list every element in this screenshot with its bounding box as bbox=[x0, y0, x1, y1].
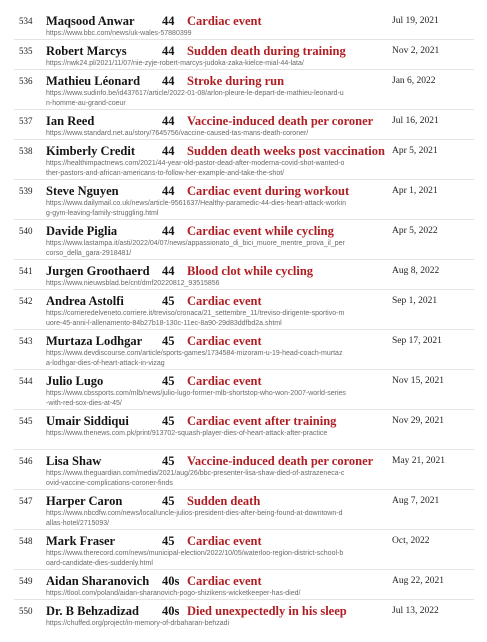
entry-age: 45 bbox=[162, 294, 175, 308]
divider bbox=[14, 39, 474, 40]
divider bbox=[14, 369, 474, 370]
entry-age: 45 bbox=[162, 454, 175, 468]
divider bbox=[14, 329, 474, 330]
entry-age: 44 bbox=[162, 114, 175, 128]
entry-url[interactable]: https://www.standard.net.au/story/7645756/vaccine-caused-tas-mans-death-coroner/ bbox=[46, 130, 309, 137]
entry-date: Jul 16, 2021 bbox=[392, 116, 439, 126]
entry-number: 536 bbox=[19, 76, 33, 86]
entry-url[interactable]: https://www.bbc.com/news/uk-wales-57880399 bbox=[46, 30, 192, 37]
entry-date: Apr 5, 2022 bbox=[392, 226, 438, 236]
divider bbox=[14, 259, 474, 260]
entry-number: 546 bbox=[19, 456, 33, 466]
entry-cause: Cardiac event while cycling bbox=[187, 224, 334, 238]
entry-date: Jul 13, 2022 bbox=[392, 606, 439, 616]
entry-name: Julio Lugo bbox=[46, 374, 104, 388]
entry-number: 540 bbox=[19, 226, 33, 236]
entry-cause: Cardiac event bbox=[187, 14, 262, 28]
entry-number: 539 bbox=[19, 186, 33, 196]
entry-cause: Cardiac event bbox=[187, 574, 262, 588]
entry-age: 44 bbox=[162, 74, 175, 88]
entry-number: 538 bbox=[19, 146, 33, 156]
entry-age: 40s bbox=[162, 604, 180, 618]
entry-number: 549 bbox=[19, 576, 33, 586]
entry-age: 44 bbox=[162, 264, 175, 278]
entry-url[interactable]: https://www.lastampa.it/asti/2022/04/07/news/appassionato_di_bici_muore_mentre_prova_il_percorso_della_gara-2918481/ bbox=[46, 240, 345, 257]
entry-name: Mark Fraser bbox=[46, 534, 116, 548]
entry-cause: Blood clot while cycling bbox=[187, 264, 314, 278]
entry-date: Aug 22, 2021 bbox=[392, 576, 444, 586]
entry-date: Nov 15, 2021 bbox=[392, 376, 444, 386]
entry-url[interactable]: https://www.therecord.com/news/municipal-election/2022/10/05/waterloo-region-district-school-board-candidate-dies-suddenly.html bbox=[46, 550, 344, 567]
entry-date: Nov 29, 2021 bbox=[392, 416, 444, 426]
entry-number: 544 bbox=[19, 376, 33, 386]
entry-age: 44 bbox=[162, 224, 175, 238]
entry-name: Dr. B Behzadizad bbox=[46, 604, 139, 618]
entry-date: Sep 17, 2021 bbox=[392, 336, 442, 346]
entry-age: 44 bbox=[162, 184, 175, 198]
entry-name: Aidan Sharanovich bbox=[46, 574, 150, 588]
entry-number: 547 bbox=[19, 496, 33, 506]
entry-cause: Cardiac event after training bbox=[187, 414, 337, 428]
divider bbox=[14, 109, 474, 110]
entry-age: 45 bbox=[162, 534, 175, 548]
divider bbox=[14, 489, 474, 490]
entry-cause: Cardiac event during workout bbox=[187, 184, 350, 198]
entry-age: 44 bbox=[162, 14, 175, 28]
entry-date: Apr 5, 2021 bbox=[392, 146, 438, 156]
entry-cause: Cardiac event bbox=[187, 294, 262, 308]
entry-name: Murtaza Lodhgar bbox=[46, 334, 143, 348]
entry-url[interactable]: https://healthimpactnews.com/2021/44-year-old-pastor-dead-after-moderna-covid-shot-wanted-other-pastors-and-african-americans-to-follow-her-example-and-take-the-shot/ bbox=[46, 160, 345, 177]
divider bbox=[14, 139, 474, 140]
entry-date: Apr 1, 2021 bbox=[392, 186, 438, 196]
entry-name: Davide Piglia bbox=[46, 224, 118, 238]
entry-number: 542 bbox=[19, 296, 33, 306]
entry-date: Nov 2, 2021 bbox=[392, 46, 440, 56]
divider bbox=[14, 219, 474, 220]
entry-number: 534 bbox=[19, 16, 33, 26]
divider bbox=[14, 599, 474, 600]
entry-url[interactable]: https://www.nieuwsblad.be/cnt/dmf20220812_93515856 bbox=[46, 280, 220, 287]
entry-age: 45 bbox=[162, 374, 175, 388]
entry-name: Ian Reed bbox=[46, 114, 95, 128]
entry-number: 543 bbox=[19, 336, 33, 346]
entry-name: Lisa Shaw bbox=[46, 454, 102, 468]
entry-url[interactable]: https://www.thenews.com.pk/print/913702-squash-player-dies-of-heart-attack-after-practice bbox=[46, 430, 328, 437]
entry-name: Robert Marcys bbox=[46, 44, 127, 58]
entry-number: 541 bbox=[19, 266, 33, 276]
entry-url[interactable]: https://tlool.com/poland/aidan-sharanovich-pogo-shizikens-wicketkeeper-has-died/ bbox=[46, 590, 301, 597]
divider bbox=[14, 289, 474, 290]
entry-date: Jul 19, 2021 bbox=[392, 16, 439, 26]
entry-url[interactable]: https://www.theguardian.com/media/2021/aug/26/bbc-presenter-lisa-shaw-died-of-astrazeneca-covid-vaccine-complications-coroner-finds bbox=[46, 470, 345, 487]
entry-name: Andrea Astolfi bbox=[46, 294, 124, 308]
divider bbox=[14, 69, 474, 70]
entry-name: Kimberly Credit bbox=[46, 144, 135, 158]
entry-age: 45 bbox=[162, 494, 175, 508]
divider bbox=[14, 409, 474, 410]
entry-number: 548 bbox=[19, 536, 33, 546]
entry-cause: Cardiac event bbox=[187, 534, 262, 548]
entry-age: 44 bbox=[162, 144, 175, 158]
divider bbox=[14, 529, 474, 530]
entry-cause: Sudden death weeks post vaccination bbox=[187, 144, 385, 158]
entry-cause: Died unexpectedly in his sleep bbox=[187, 604, 347, 618]
entry-cause: Stroke during run bbox=[187, 74, 285, 88]
entry-cause: Vaccine-induced death per coroner bbox=[187, 114, 374, 128]
entry-url[interactable]: https://www.cbssports.com/mlb/news/julio-lugo-former-mlb-shortstop-who-won-2007-world-series-with-red-sox-dies-at-45/ bbox=[46, 390, 346, 407]
entry-date: Sep 1, 2021 bbox=[392, 296, 438, 306]
entry-age: 45 bbox=[162, 414, 175, 428]
entry-name: Umair Siddiqui bbox=[46, 414, 129, 428]
entry-name: Harper Caron bbox=[46, 494, 123, 508]
entry-url[interactable]: https://www.devdiscourse.com/article/sports-games/1734584-mizoram-u-19-head-coach-murtaza-lodhgar-dies-of-heart-attack-in-vizag bbox=[46, 350, 343, 367]
divider bbox=[14, 179, 474, 180]
entry-url[interactable]: https://chuffed.org/project/in-memory-of-drbaharan-behzadi bbox=[46, 620, 230, 627]
entry-cause: Cardiac event bbox=[187, 334, 262, 348]
entry-age: 40s bbox=[162, 574, 180, 588]
entry-number: 550 bbox=[19, 606, 33, 616]
entry-date: Oct, 2022 bbox=[392, 536, 430, 546]
entry-url[interactable]: https://nwk24.pl/2021/11/07/nie-zyje-robert-marcys-judoka-zaka-kielce-mial-44-lata/ bbox=[46, 60, 304, 67]
entry-cause: Cardiac event bbox=[187, 374, 262, 388]
divider bbox=[14, 449, 474, 450]
entry-name: Steve Nguyen bbox=[46, 184, 119, 198]
entry-url[interactable]: https://www.nbcdfw.com/news/local/uncle-julios-president-dies-after-being-found-at-downtown-dallas-hotel/2715093/ bbox=[46, 510, 343, 527]
divider bbox=[14, 569, 474, 570]
entry-cause: Vaccine-induced death per coroner bbox=[187, 454, 374, 468]
entry-date: Jan 6, 2022 bbox=[392, 76, 436, 86]
entry-number: 545 bbox=[19, 416, 33, 426]
entry-cause: Sudden death during training bbox=[187, 44, 346, 58]
entry-url[interactable]: https://www.dailymail.co.uk/news/article-9561637/Healthy-paramedic-44-dies-heart-attack-working-gym-leaving-family-struggling.html bbox=[46, 200, 346, 217]
entry-number: 537 bbox=[19, 116, 33, 126]
entry-name: Mathieu Léonard bbox=[46, 74, 141, 88]
entry-name: Maqsood Anwar bbox=[46, 14, 135, 28]
entry-date: Aug 8, 2022 bbox=[392, 266, 440, 276]
entry-url[interactable]: https://corrieredelveneto.corriere.it/treviso/cronaca/21_settembre_11/treviso-dirigente-sportivo-muore-45-anni-l-allenamento-84b27b18-130c-11ec-8a90-29d83ddfbd2a.shtml bbox=[46, 310, 345, 327]
entry-age: 44 bbox=[162, 44, 175, 58]
entry-date: May 21, 2021 bbox=[392, 456, 446, 466]
entry-date: Aug 7, 2021 bbox=[392, 496, 440, 506]
entry-number: 535 bbox=[19, 46, 33, 56]
entry-name: Jurgen Groothaerd bbox=[46, 264, 150, 278]
entry-age: 45 bbox=[162, 334, 175, 348]
entry-cause: Sudden death bbox=[187, 494, 261, 508]
entry-url[interactable]: https://www.sudinfo.be/id437617/article/2022-01-08/arlon-pleure-le-depart-de-mathieu-leonard-un-homme-au-grand-coeur bbox=[46, 90, 344, 107]
